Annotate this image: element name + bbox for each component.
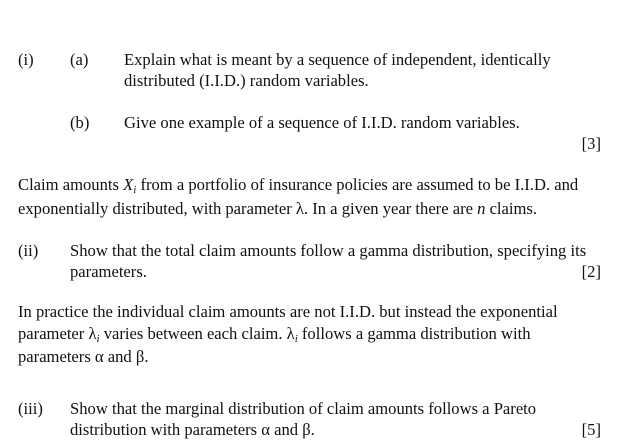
intro-pre: Claim amounts <box>18 175 124 194</box>
practice-line2-mid: varies between each claim. λ <box>99 324 295 343</box>
part-i-a-line2: distributed (I.I.D.) random variables. <box>124 71 369 90</box>
part-ii-marks: [2] <box>581 262 601 281</box>
claim-variable-subscript: i <box>133 184 137 196</box>
part-iii-marks: [5] <box>581 420 601 439</box>
intro-line2 <box>18 198 537 219</box>
intro-line2-post: claims. <box>485 199 538 218</box>
practice-line1: In practice the individual claim amounts are not I.I.D. but instead the exponential <box>18 302 558 321</box>
part-i-label: (i) <box>18 50 34 69</box>
practice-line2-post: follows a gamma distribution with <box>297 324 531 343</box>
claim-count-variable: n <box>477 199 486 218</box>
intro-line1 <box>18 174 578 195</box>
part-ii-line2: parameters. <box>70 262 147 281</box>
lambda-subscript-2: i <box>294 333 298 345</box>
part-i-b-text: Give one example of a sequence of I.I.D. random variables. <box>124 113 520 132</box>
part-iii-line2: distribution with parameters α and β. <box>70 420 315 439</box>
part-i-marks: [3] <box>581 134 601 153</box>
part-iii-line1: Show that the marginal distribution of claim amounts follows a Pareto <box>70 399 537 418</box>
part-iii-label: (iii) <box>18 399 43 418</box>
part-i-a-label: (a) <box>70 50 89 69</box>
part-ii-label: (ii) <box>18 241 39 260</box>
lambda-subscript-1: i <box>96 333 100 345</box>
part-i-a-line1: Explain what is meant by a sequence of independent, identically <box>124 50 551 69</box>
practice-line3: parameters α and β. <box>18 347 149 366</box>
part-i-b-label: (b) <box>70 113 90 132</box>
intro-line2-pre: exponentially distributed, with parameter λ. In a given year there are <box>18 199 478 218</box>
practice-line2 <box>18 323 531 344</box>
claim-variable: X <box>123 175 134 194</box>
part-ii-line1: Show that the total claim amounts follow a gamma distribution, specifying its <box>70 241 587 260</box>
practice-line2-pre: parameter λ <box>18 324 97 343</box>
intro-mid: from a portfolio of insurance policies are assumed to be I.I.D. and <box>136 175 579 194</box>
